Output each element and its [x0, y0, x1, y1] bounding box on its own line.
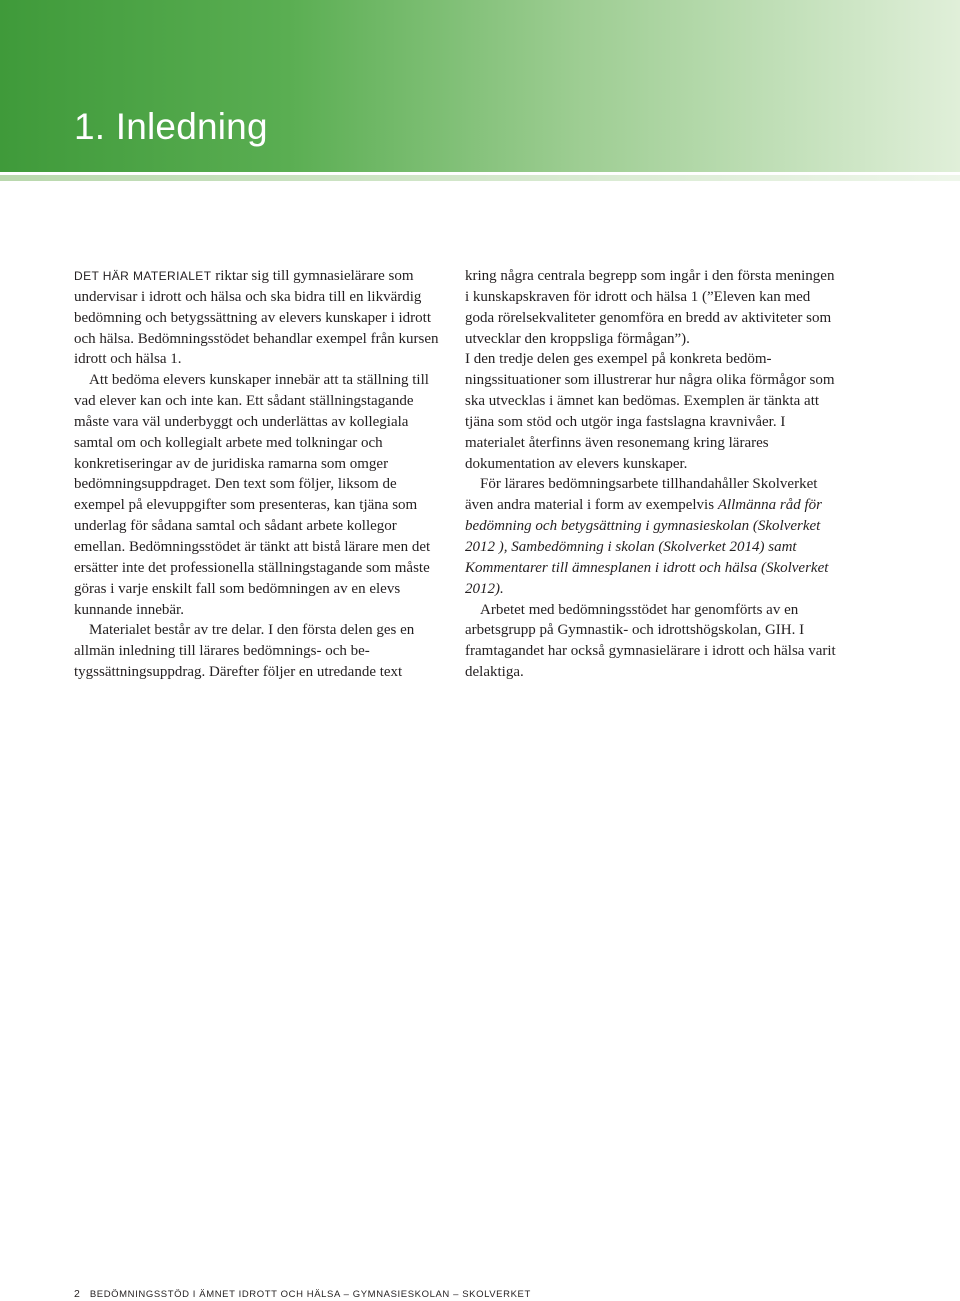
body-paragraph: kring några centrala begrepp som ingår i den första meningen i kunskapskraven för idrott och hälsa 1 (”Eleven kan med goda rörelsekvaliteter genomföra en bredd av aktiviteter som utvecklar den kroppsliga förmågan”). — [465, 268, 835, 347]
running-title: BEDÖMNINGSSTÖD I ÄMNET IDROTT OCH HÄLSA – GYMNASIESKOLAN – SKOLVERKET — [89, 1289, 531, 1300]
body-paragraph — [465, 474, 837, 599]
page-footer — [74, 1289, 531, 1300]
intro-text: riktar sig till gymnasielärare som undervisar i idrott och hälsa och ska bidra till en likvärdig bedömning och betygssättning av elevers kunskaper i idrott och hälsa. Bedömningsstödet behandlar exempel från kursen idrott och hälsa 1. — [74, 268, 439, 368]
header-banner — [0, 0, 960, 172]
intro-paragraph — [74, 266, 448, 370]
references-italic: Allmänna råd för bedömning och betygsättning i gymnasieskolan (Skolverket 2012 ), Sambedömning i skolan (Skolverket 2014) samt Kommentarer till ämnesplanen i idrott och hälsa (Skolverket 2012). — [465, 497, 829, 597]
page-number: 2 — [74, 1288, 80, 1300]
header-divider-band — [0, 175, 960, 181]
right-column — [465, 266, 837, 683]
page-title: 1. Inledning — [74, 106, 268, 147]
left-column — [74, 266, 448, 683]
body-paragraph: Materialet består av tre delar. I den första delen ges en allmän inledning till lärares bedömnings- och betygssättningsuppdrag. Därefter följer en utredande text — [74, 622, 415, 681]
lead-in-caps: DET HÄR MATERIALET — [74, 269, 212, 283]
body-paragraph: Att bedöma elevers kunskaper innebär att ta ställning till vad elever kan och inte kan. Ett sådant ställningstagande måste vara väl underbyggt och underlättas av kollegiala samtal om och kollegialt arbete med tolkningar och konkretiseringar av de juridiska ramarna som omger bedömningsuppdraget. Den text som följer, liksom de exempel på elevuppgifter som presenteras, kan tjäna som underlag för sådana samtal och sådant arbete kollegor emellan. Bedömningsstödet är tänkt att bistå lärare men det ersätter inte det professionella ställningstagande som måste göras i varje enskilt fall som bedömningen av en elevs kunnande innebär. — [74, 372, 431, 618]
paragraph-text: För lärares bedömningsarbete tillhandahåller Skolverket även andra material i form av exempelvis — [465, 476, 818, 514]
body-paragraph: Arbetet med bedömningsstödet har genomförts av en arbetsgrupp på Gymnastik- och idrottshögskolan, GIH. I framtagandet har också gymnasielärare i idrott och hälsa varit delaktiga. — [465, 601, 836, 681]
body-paragraph: I den tredje delen ges exempel på konkreta bedömningssituationer som illustrerar hur några olika förmågor som ska utvecklas i ämnet kan bedömas. Exemplen är tänkta att tjäna som stöd och utgör inga fastslagna kravnivåer. I materialet återfinns även resonemang kring lärares dokumentation av elevers kunskaper. — [465, 351, 835, 472]
